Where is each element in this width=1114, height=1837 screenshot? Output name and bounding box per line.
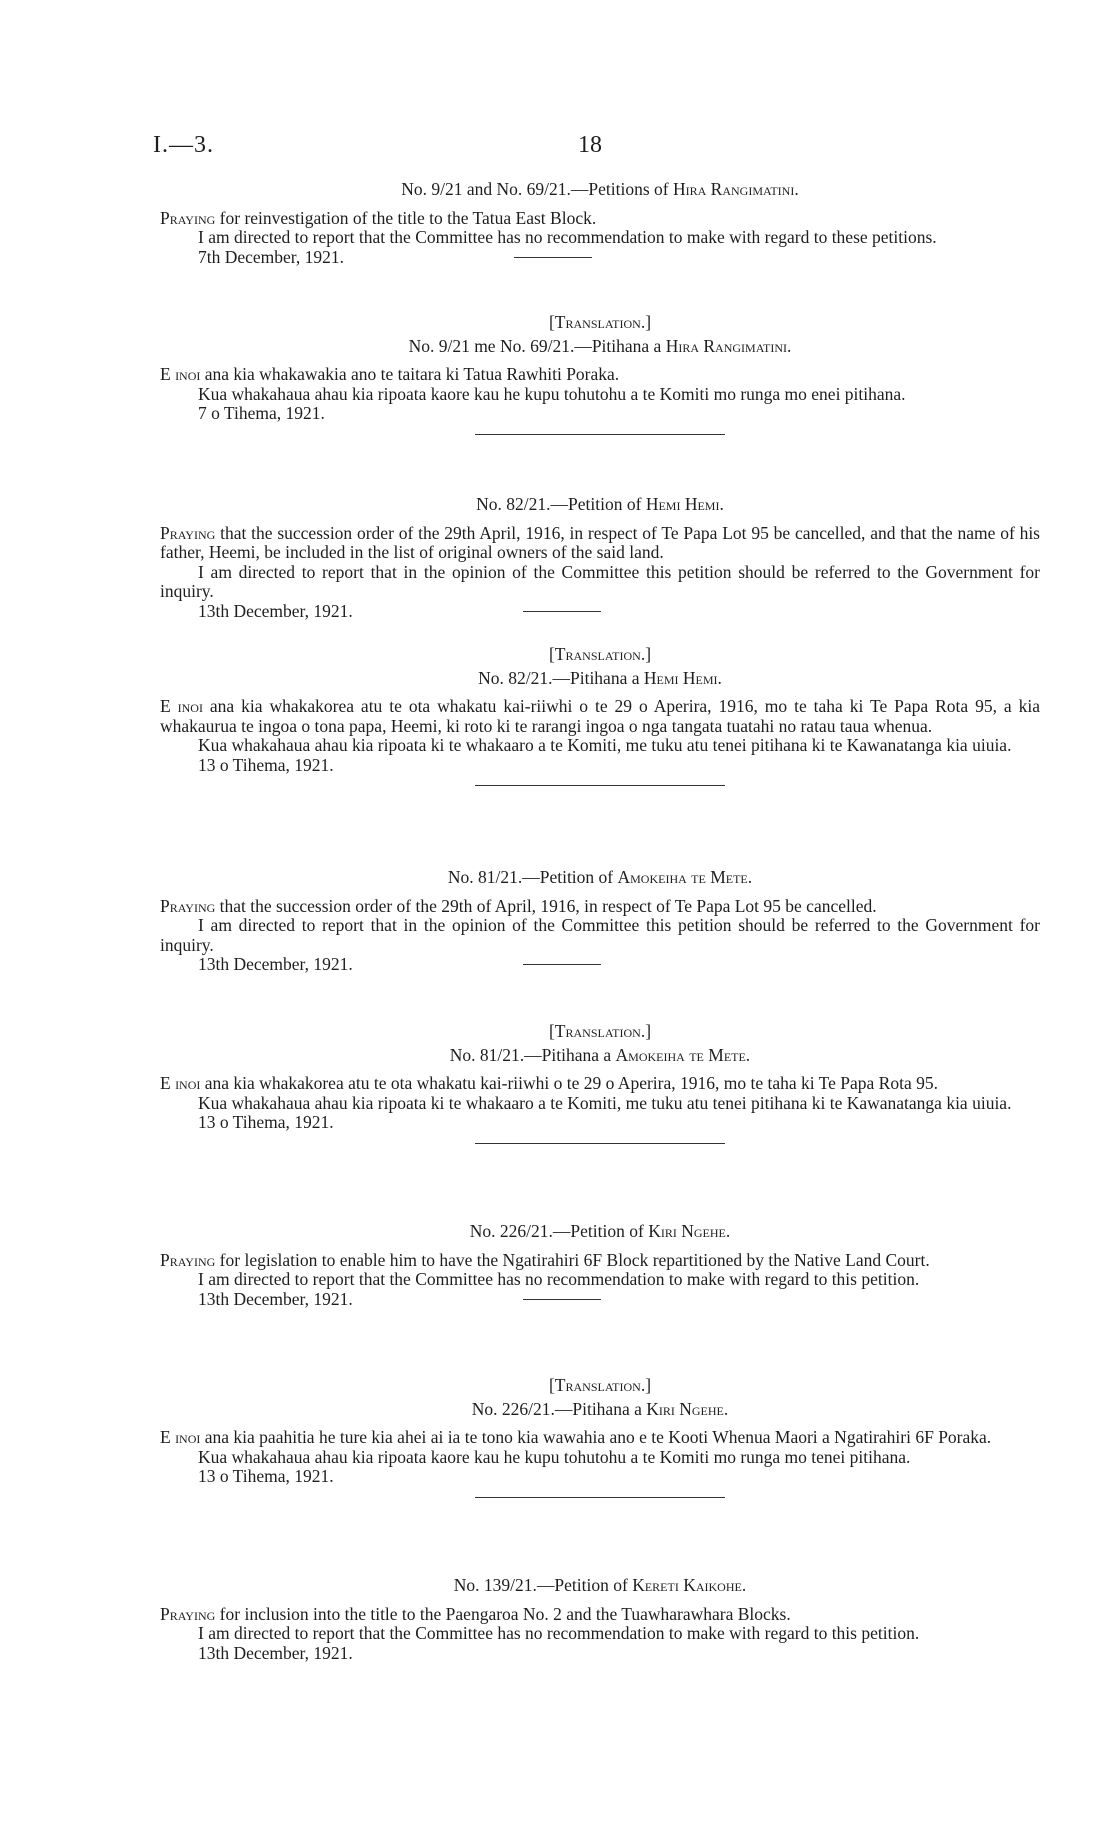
petition-title: No. 9/21 and No. 69/21.—Petitions of Hira Rangimatini.: [401, 179, 799, 199]
petition-prayer: Praying for legislation to enable him to have the Ngatirahiri 6F Block repartitioned by the Native Land Court.: [160, 1249, 930, 1270]
committee-report: Kua whakahaua ahau kia ripoata kaore kau he kupu tohutohu a te Komiti mo runga mo enei pitihana.: [198, 383, 906, 404]
petition-title: No. 139/21.—Petition of Kereti Kaikohe.: [453, 1575, 747, 1595]
report-date: 13th December, 1921.: [198, 602, 1040, 622]
section-divider: [475, 1143, 725, 1144]
petition-translation: [160, 645, 1040, 786]
short-rule: [523, 611, 601, 612]
report-date: 13 o Tihema, 1921.: [198, 1466, 334, 1486]
petition-english: [160, 1576, 1040, 1663]
paper-reference: I.—3.: [153, 132, 214, 158]
page-header: [0, 132, 1114, 162]
petition-translation: [160, 1022, 1040, 1144]
petition-title: No. 81/21.—Petition of Amokeiha te Mete.: [447, 867, 753, 887]
committee-report: I am directed to report that the Committee has no recommendation to make with regard to these petitions.: [198, 227, 937, 247]
petition-prayer: Praying for inclusion into the title to the Paengaroa No. 2 and the Tuawharawhara Blocks.: [160, 1603, 791, 1624]
report-date: 13th December, 1921.: [198, 1642, 353, 1663]
short-rule: [514, 257, 592, 258]
report-date: 13th December, 1921.: [198, 955, 1040, 975]
section-divider: [475, 434, 725, 435]
petition-translation: [160, 1376, 1040, 1498]
petition-prayer: Praying that the succession order of the 29th April, 1916, in respect of Te Papa Lot 95 be cancelled, and that the name of his father, Heemi, be included in the list of original owners of the said land.: [160, 522, 1040, 562]
petition-title: No. 82/21.—Pitihana a Hemi Hemi.: [478, 667, 722, 688]
short-rule: [523, 964, 601, 965]
petition-title: No. 226/21.—Petition of Kiri Ngehe.: [469, 1221, 731, 1241]
translation-label: [Translation.]: [548, 644, 652, 664]
committee-report: I am directed to report that in the opinion of the Committee this petition should be referred to the Government for inquiry.: [160, 561, 1040, 601]
petition-prayer: E inoi ana kia paahitia he ture kia ahei ai ia te tono kia wawahia ano e te Kooti Whenua Maori a Ngatirahiri 6F Poraka.: [160, 1427, 992, 1447]
section-divider: [475, 785, 725, 786]
report-date: 7th December, 1921.: [198, 248, 1040, 268]
petition-prayer: Praying for reinvestigation of the title to the Tatua East Block.: [160, 207, 597, 228]
report-date: 13 o Tihema, 1921.: [198, 754, 334, 775]
petition-english: [160, 180, 1040, 267]
petition-title: No. 81/21.—Pitihana a Amokeiha te Mete.: [449, 1044, 751, 1065]
report-date: 7 o Tihema, 1921.: [198, 403, 325, 423]
petition-prayer: E inoi ana kia whakakorea atu te ota whakatu kai-riiwhi o te 29 o Aperira, 1916, mo te taha ki Te Papa Rota 95.: [160, 1073, 938, 1093]
petition-title: No. 226/21.—Pitihana a Kiri Ngehe.: [471, 1398, 729, 1419]
committee-report: I am directed to report that the Committee has no recommendation to make with regard to this petition.: [198, 1269, 920, 1289]
petition-prayer: Praying that the succession order of the 29th of April, 1916, in respect of Te Papa Lot 95 be cancelled.: [160, 895, 877, 916]
translation-label: [Translation.]: [548, 1375, 652, 1395]
committee-report: I am directed to report that the Committee has no recommendation to make with regard to this petition.: [198, 1623, 920, 1643]
petition-title: No. 82/21.—Petition of Hemi Hemi.: [476, 494, 724, 514]
petition-english: [160, 868, 1040, 975]
petition-english: [160, 1222, 1040, 1309]
petition-prayer: E inoi ana kia whakakorea atu te ota whakatu kai-riiwhi o te 29 o Aperira, 1916, mo te taha ki Te Papa Rota 95, a kia whakaurua te ingoa o tona papa, Heemi, ki roto ki te rarangi ingoa o nga tangata tuatahi no ratau taua whenua.: [160, 696, 1041, 736]
section-divider: [475, 1497, 725, 1498]
committee-report: Kua whakahaua ahau kia ripoata ki te whakaaro a te Komiti, me tuku atu tenei pitihana ki te Kawanatanga kia uiuia.: [198, 735, 1012, 755]
petition-translation: [160, 313, 1040, 435]
committee-report: Kua whakahaua ahau kia ripoata kaore kau he kupu tohutohu a te Komiti mo runga mo tenei pitihana.: [198, 1446, 911, 1467]
report-date: 13 o Tihema, 1921.: [198, 1112, 334, 1132]
petition-english: [160, 495, 1040, 621]
translation-label: [Translation.]: [548, 1021, 652, 1041]
page-number: 18: [578, 132, 602, 158]
committee-report: I am directed to report that in the opinion of the Committee this petition should be referred to the Government for inquiry.: [160, 915, 1040, 955]
petition-title: No. 9/21 me No. 69/21.—Pitihana a Hira Rangimatini.: [408, 335, 792, 356]
report-date: 13th December, 1921.: [198, 1290, 1040, 1310]
petition-prayer: E inoi ana kia whakawakia ano te taitara ki Tatua Rawhiti Poraka.: [160, 364, 620, 384]
committee-report: Kua whakahaua ahau kia ripoata ki te whakaaro a te Komiti, me tuku atu tenei pitihana ki te Kawanatanga kia uiuia.: [198, 1092, 1012, 1113]
short-rule: [523, 1299, 601, 1300]
translation-label: [Translation.]: [548, 312, 652, 332]
